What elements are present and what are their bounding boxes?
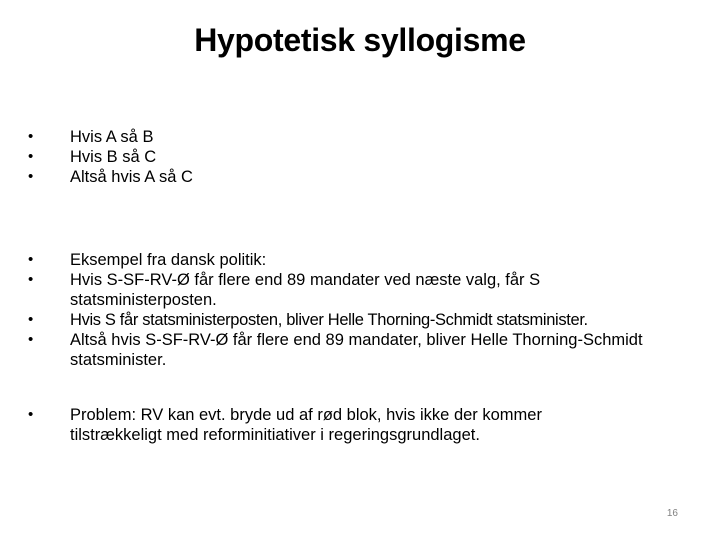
bullet-item: • Hvis S får statsministerposten, bliver Helle Thorning-Schmidt statsminister. [28, 310, 668, 330]
page-number: 16 [666, 508, 678, 519]
example-list [28, 250, 668, 370]
problem-list [28, 405, 598, 445]
bullet-item: • Eksempel fra dansk politik: [28, 250, 668, 270]
bullet-item: • Problem: RV kan evt. bryde ud af rød blok, hvis ikke der kommer tilstrækkeligt med reforminitiativer i regeringsgrundlaget. [28, 405, 598, 445]
syllogism-form-list [28, 127, 193, 187]
slide-title: Hypotetisk syllogisme [194, 22, 526, 58]
bullet-item: • Hvis S-SF-RV-Ø får flere end 89 mandater ved næste valg, får S statsministerposten. [28, 270, 570, 310]
bullet-item: • Hvis A så B [28, 127, 193, 147]
bullet-item: • Altså hvis S-SF-RV-Ø får flere end 89 mandater, bliver Helle Thorning-Schmidt statsminister. [28, 330, 650, 370]
bullet-item: • Altså hvis A så C [28, 167, 193, 187]
bullet-item: • Hvis B så C [28, 147, 193, 167]
